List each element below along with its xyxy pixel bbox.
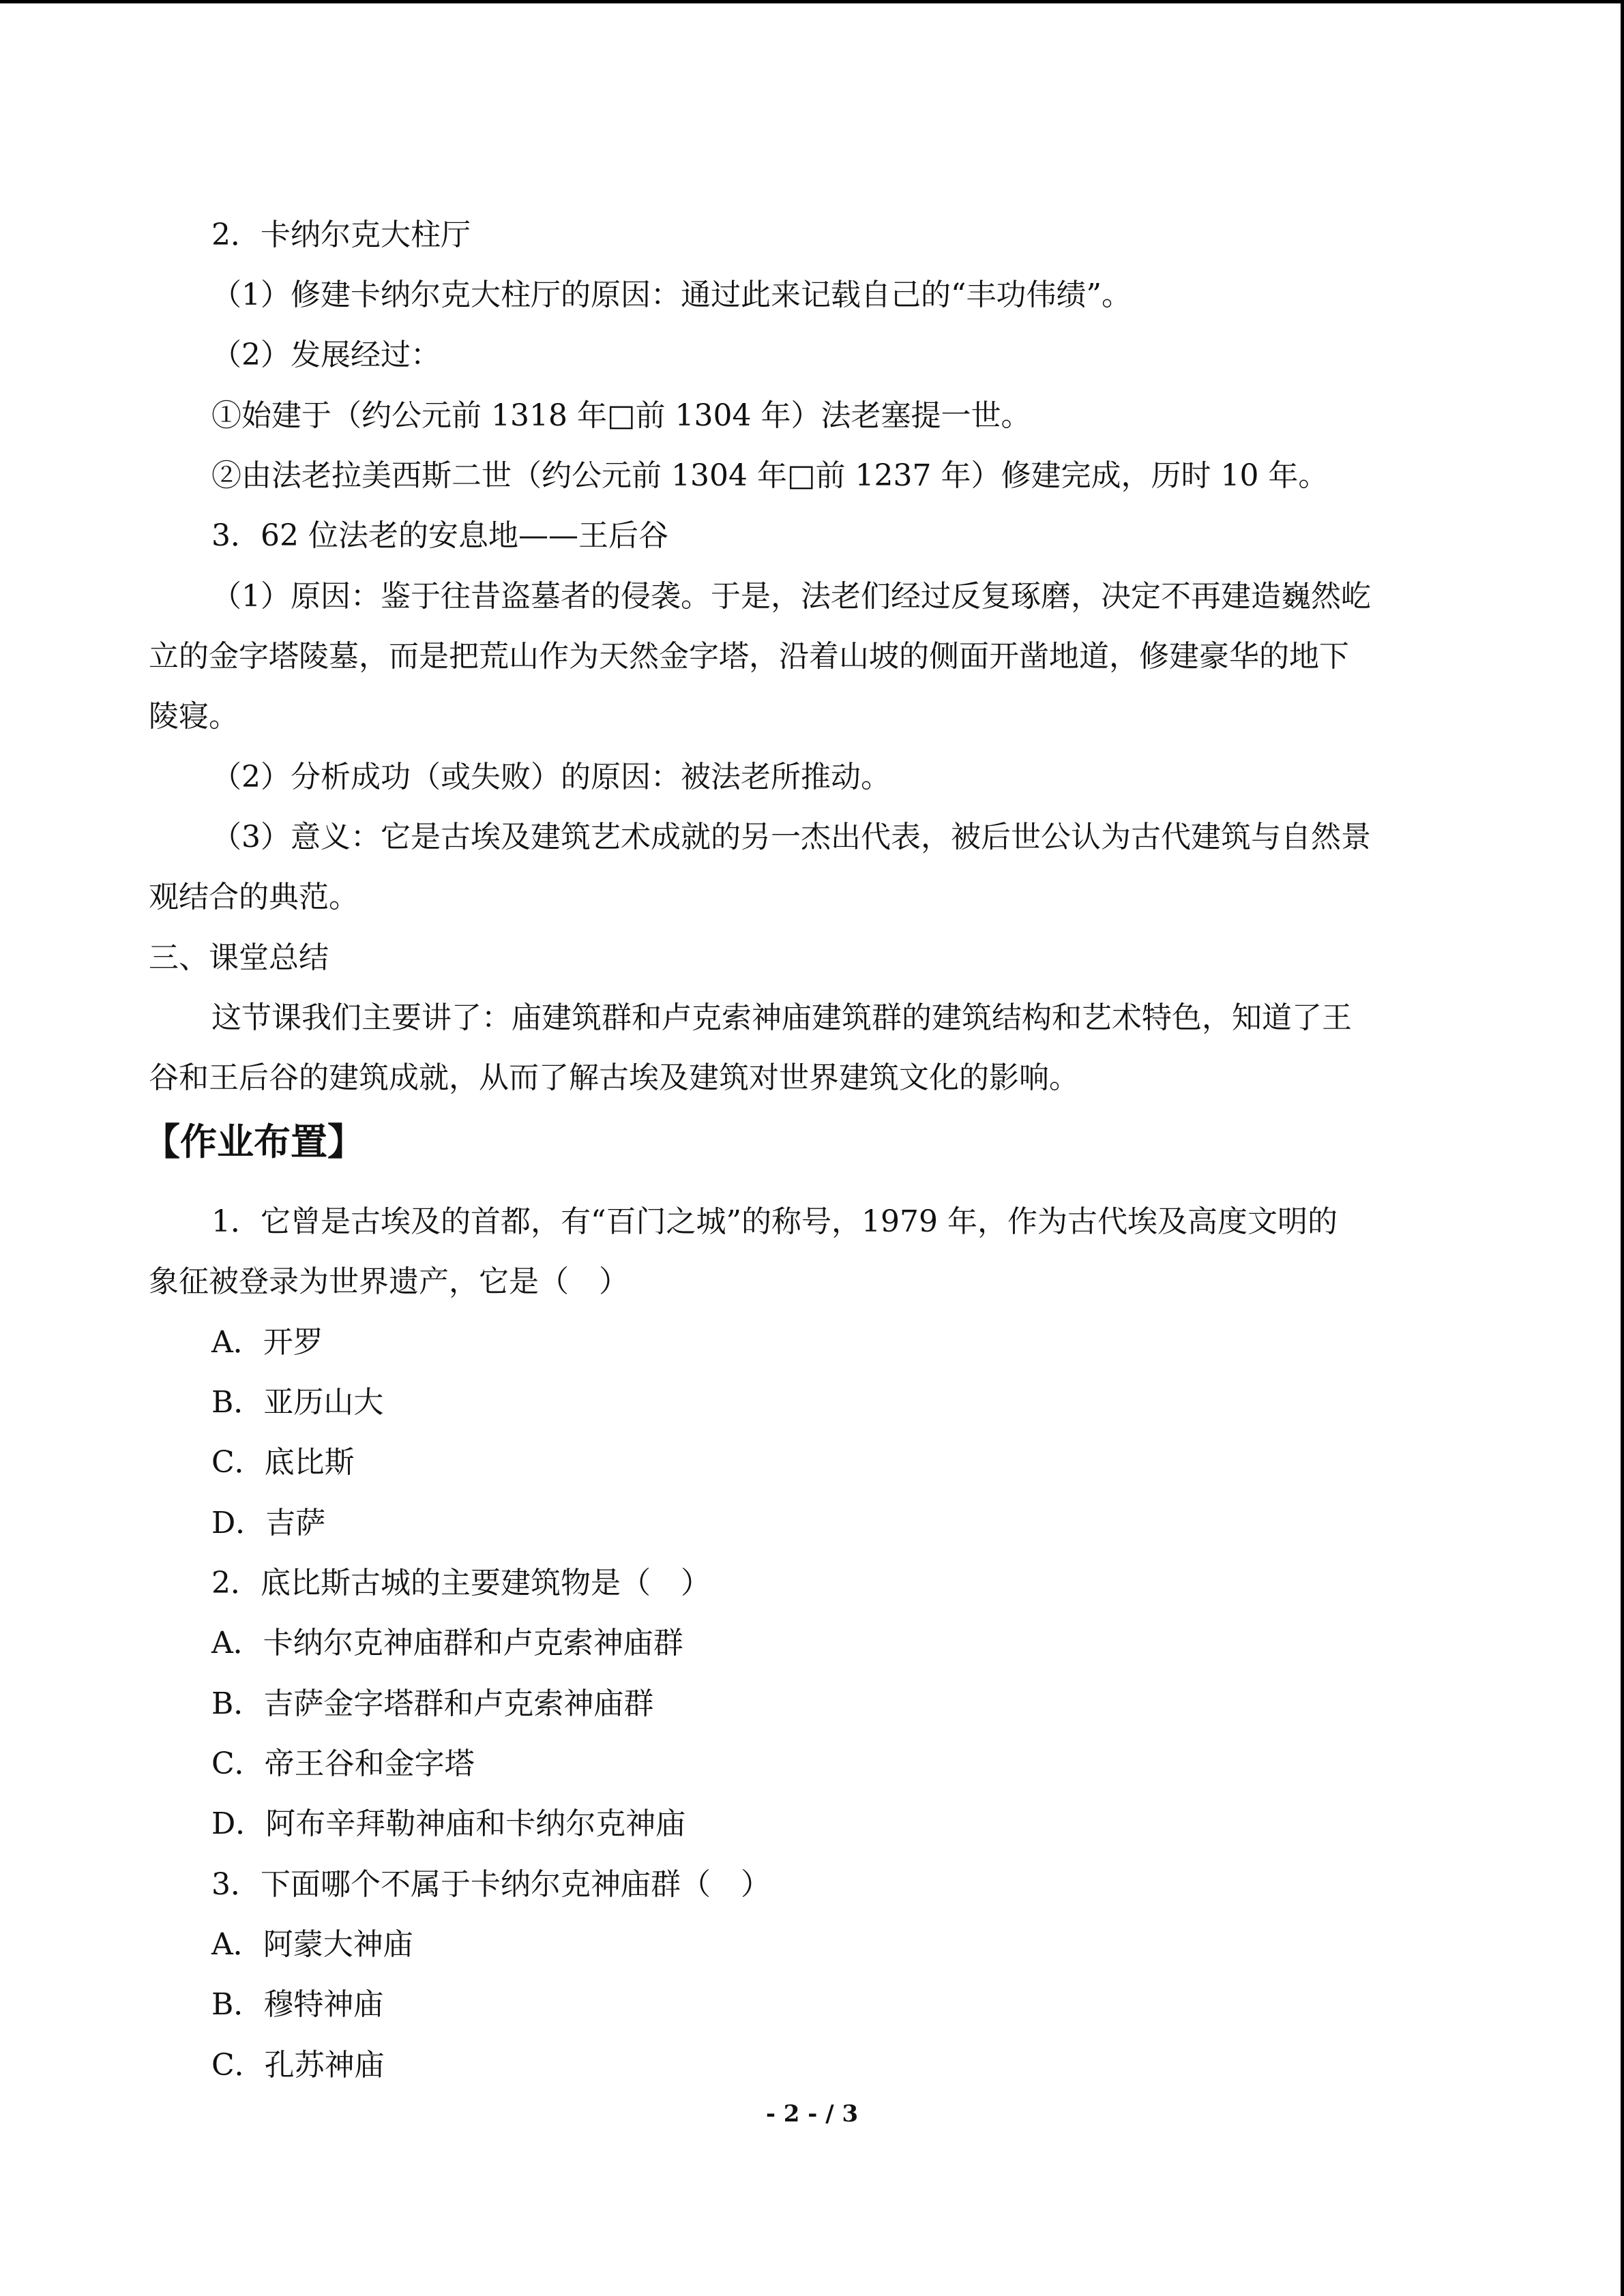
body-text: （2）分析成功（或失败）的原因：被法老所推动。: [211, 760, 891, 794]
option-c: C．帝王谷和金字塔: [211, 1746, 475, 1781]
option-a: A．开罗: [211, 1325, 323, 1360]
body-text: 这节课我们主要讲了：庙建筑群和卢克索神庙建筑群的建筑结构和艺术特色，知道了王: [211, 1000, 1352, 1035]
body-text: （1）原因：鉴于往昔盗墓者的侵袭。于是，法老们经过反复琢磨，决定不再建造巍然屹: [211, 579, 1371, 614]
body-text: ①始建于（约公元前 1318 年□前 1304 年）法老塞提一世。: [211, 398, 1031, 433]
body-text: （1）修建卡纳尔克大柱厅的原因：通过此来记载自己的“丰功伟绩”。: [211, 278, 1132, 312]
option-d: D．阿布辛拜勒神庙和卡纳尔克神庙: [211, 1806, 686, 1841]
body-text: （2）发展经过：: [211, 338, 441, 372]
question-2: 2．底比斯古城的主要建筑物是（ ）: [211, 1566, 711, 1600]
option-b: B．吉萨金字塔群和卢克索神庙群: [211, 1686, 654, 1721]
option-c: C．孔苏神庙: [211, 2048, 385, 2083]
body-text: （3）意义：它是古埃及建筑艺术成就的另一杰出代表，被后世公认为古代建筑与自然景: [211, 820, 1371, 854]
homework-heading: 【作业布置】: [143, 1120, 364, 1163]
question-1-cont: 象征被登录为世界遗产，它是（ ）: [149, 1264, 629, 1299]
body-text: 陵寝。: [149, 699, 239, 734]
option-a: A．阿蒙大神庙: [211, 1927, 413, 1962]
body-text: ②由法老拉美西斯二世（约公元前 1304 年□前 1237 年）修建完成，历时 10 年。: [211, 458, 1329, 493]
section-heading-queens-valley: 3．62 位法老的安息地——王后谷: [211, 518, 668, 553]
option-d: D．吉萨: [211, 1506, 326, 1540]
option-c: C．底比斯: [211, 1445, 355, 1480]
page-number: - 2 - / 3: [765, 2100, 859, 2128]
section-heading-class-summary: 三、课堂总结: [149, 940, 329, 975]
section-heading-karnak-hall: 2．卡纳尔克大柱厅: [211, 218, 471, 252]
body-text: 谷和王后谷的建筑成就，从而了解古埃及建筑对世界建筑文化的影响。: [149, 1060, 1079, 1095]
option-a: A．卡纳尔克神庙群和卢克索神庙群: [211, 1626, 683, 1660]
question-1: 1．它曾是古埃及的首都，有“百门之城”的称号，1979 年，作为古代埃及高度文明的: [211, 1204, 1338, 1239]
page-border-top: [0, 0, 1624, 3]
option-b: B．穆特神庙: [211, 1987, 384, 2022]
question-3: 3．下面哪个不属于卡纳尔克神庙群（ ）: [211, 1867, 771, 1902]
body-text: 观结合的典范。: [149, 880, 359, 914]
body-text: 立的金字塔陵墓，而是把荒山作为天然金字塔，沿着山坡的侧面开凿地道，修建豪华的地下: [149, 639, 1349, 674]
option-b: B．亚历山大: [211, 1385, 384, 1420]
